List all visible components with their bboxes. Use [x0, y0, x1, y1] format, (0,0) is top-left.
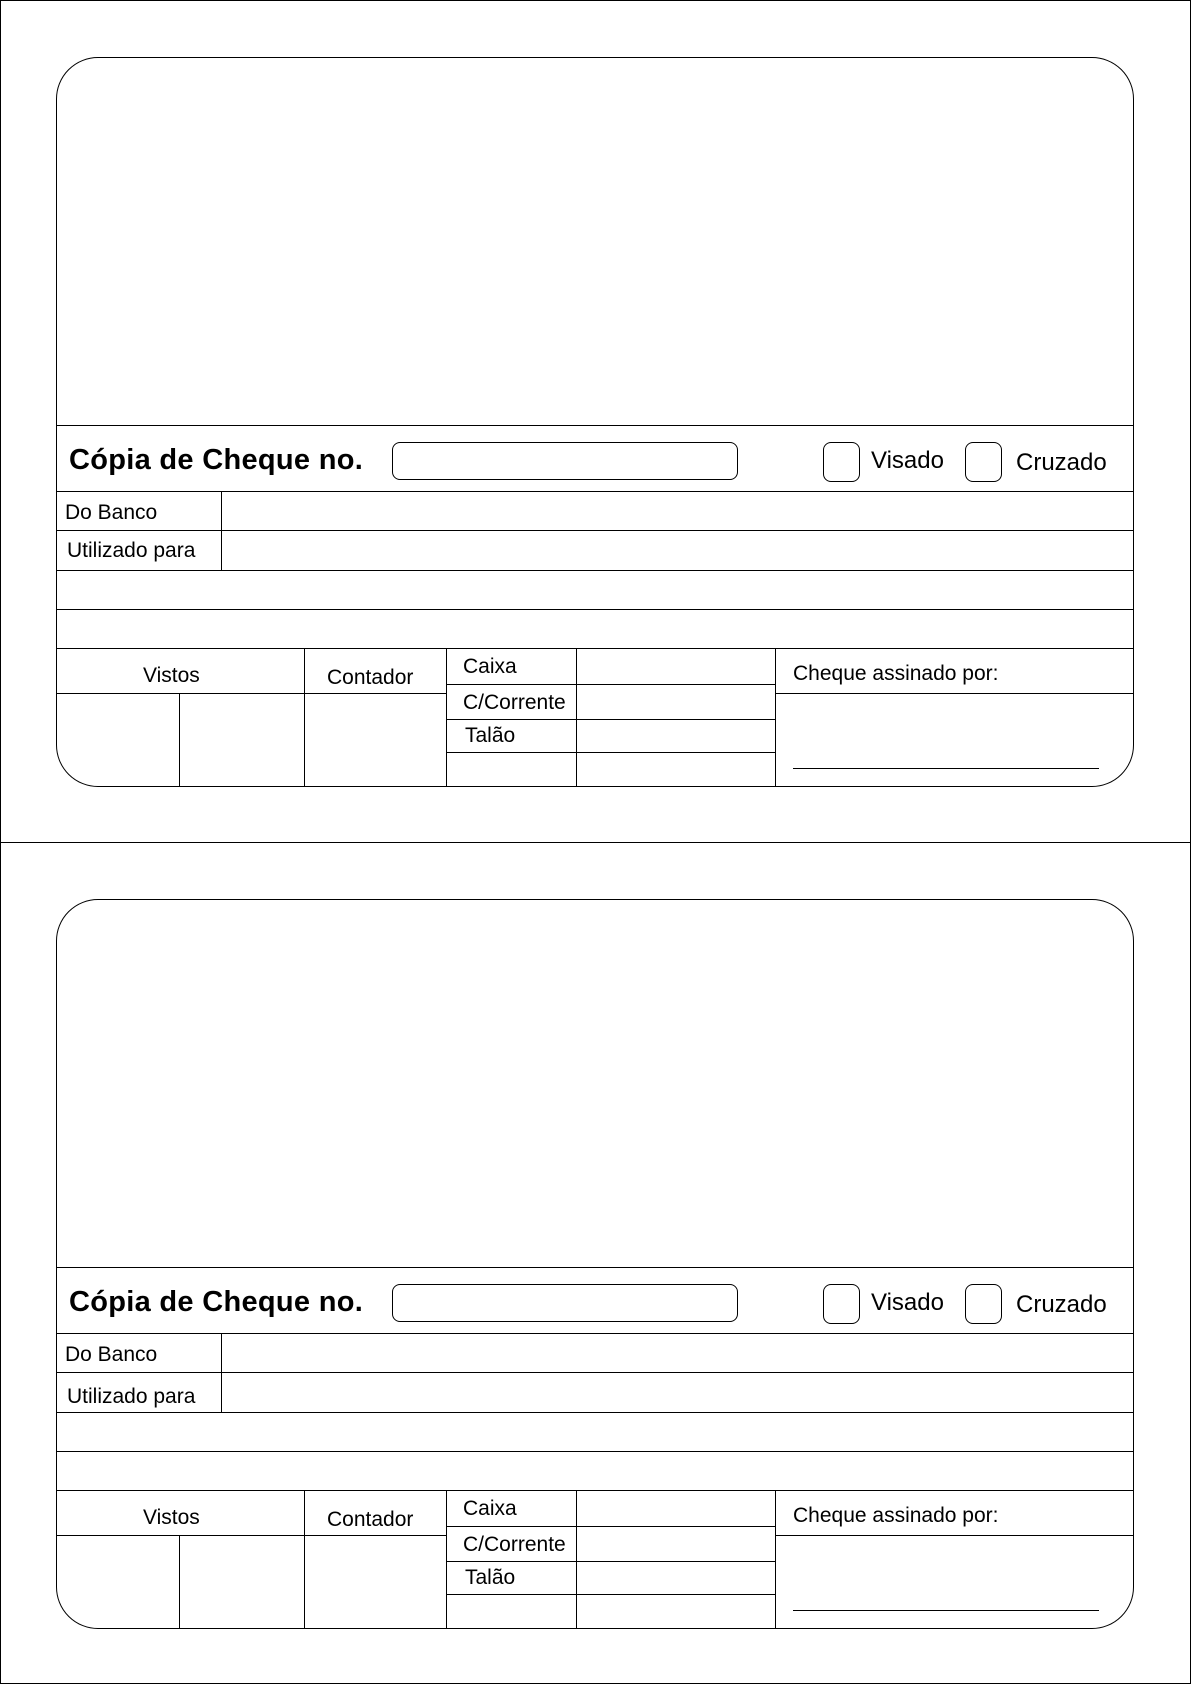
- cruzado-checkbox[interactable]: [965, 1284, 1002, 1324]
- divider: [446, 1561, 776, 1562]
- divider: [304, 648, 305, 787]
- caixa-label: Caixa: [463, 655, 517, 678]
- talao-label: Talão: [465, 1566, 516, 1589]
- divider: [775, 648, 776, 787]
- signed-by-label: Cheque assinado por:: [793, 662, 999, 685]
- divider: [57, 609, 1133, 610]
- divider: [576, 648, 577, 787]
- divider: [446, 1594, 776, 1595]
- page-cut-line: [0, 842, 1191, 843]
- cheque-number-field[interactable]: [392, 1284, 738, 1322]
- talao-label: Talão: [465, 724, 516, 747]
- visado-checkbox[interactable]: [823, 442, 860, 482]
- divider: [446, 1526, 776, 1527]
- visado-label: Visado: [871, 1289, 944, 1316]
- divider: [775, 693, 1134, 694]
- divider: [57, 1451, 1133, 1452]
- divider: [446, 1490, 447, 1629]
- contador-label: Contador: [327, 1508, 414, 1531]
- divider: [775, 1535, 1134, 1536]
- divider: [57, 1267, 1133, 1268]
- cheque-copy-form: [56, 57, 1134, 787]
- vistos-label: Vistos: [143, 664, 200, 687]
- visado-checkbox[interactable]: [823, 1284, 860, 1324]
- cheque-copy-form: [56, 899, 1134, 1629]
- divider: [446, 684, 776, 685]
- divider: [57, 648, 1133, 649]
- divider: [179, 1535, 180, 1629]
- divider: [179, 693, 180, 787]
- cruzado-label: Cruzado: [1016, 449, 1107, 476]
- form-title: Cópia de Cheque no.: [69, 1286, 364, 1318]
- divider: [446, 719, 776, 720]
- divider: [57, 693, 446, 694]
- contador-label: Contador: [327, 666, 414, 689]
- utilizado-para-label: Utilizado para: [67, 539, 196, 562]
- divider: [57, 1412, 1133, 1413]
- divider: [446, 752, 776, 753]
- divider: [57, 530, 1133, 531]
- signature-line[interactable]: [793, 1610, 1099, 1611]
- vistos-label: Vistos: [143, 1506, 200, 1529]
- do-banco-label: Do Banco: [65, 501, 158, 524]
- divider: [57, 1372, 1133, 1373]
- divider: [57, 1535, 446, 1536]
- form-title: Cópia de Cheque no.: [69, 444, 364, 476]
- cruzado-checkbox[interactable]: [965, 442, 1002, 482]
- divider: [446, 648, 447, 787]
- cheque-image-area: [57, 58, 1133, 425]
- signature-line[interactable]: [793, 768, 1099, 769]
- cheque-number-field[interactable]: [392, 442, 738, 480]
- visado-label: Visado: [871, 447, 944, 474]
- c-corrente-label: C/Corrente: [463, 1533, 566, 1556]
- do-banco-label: Do Banco: [65, 1343, 158, 1366]
- divider: [57, 425, 1133, 426]
- utilizado-para-label: Utilizado para: [67, 1385, 196, 1408]
- caixa-label: Caixa: [463, 1497, 517, 1520]
- divider: [57, 1333, 1133, 1334]
- c-corrente-label: C/Corrente: [463, 691, 566, 714]
- cheque-image-area: [57, 900, 1133, 1267]
- divider: [576, 1490, 577, 1629]
- divider: [57, 570, 1133, 571]
- cruzado-label: Cruzado: [1016, 1291, 1107, 1318]
- signed-by-label: Cheque assinado por:: [793, 1504, 999, 1527]
- divider: [57, 1490, 1133, 1491]
- divider: [775, 1490, 776, 1629]
- divider: [304, 1490, 305, 1629]
- divider: [57, 491, 1133, 492]
